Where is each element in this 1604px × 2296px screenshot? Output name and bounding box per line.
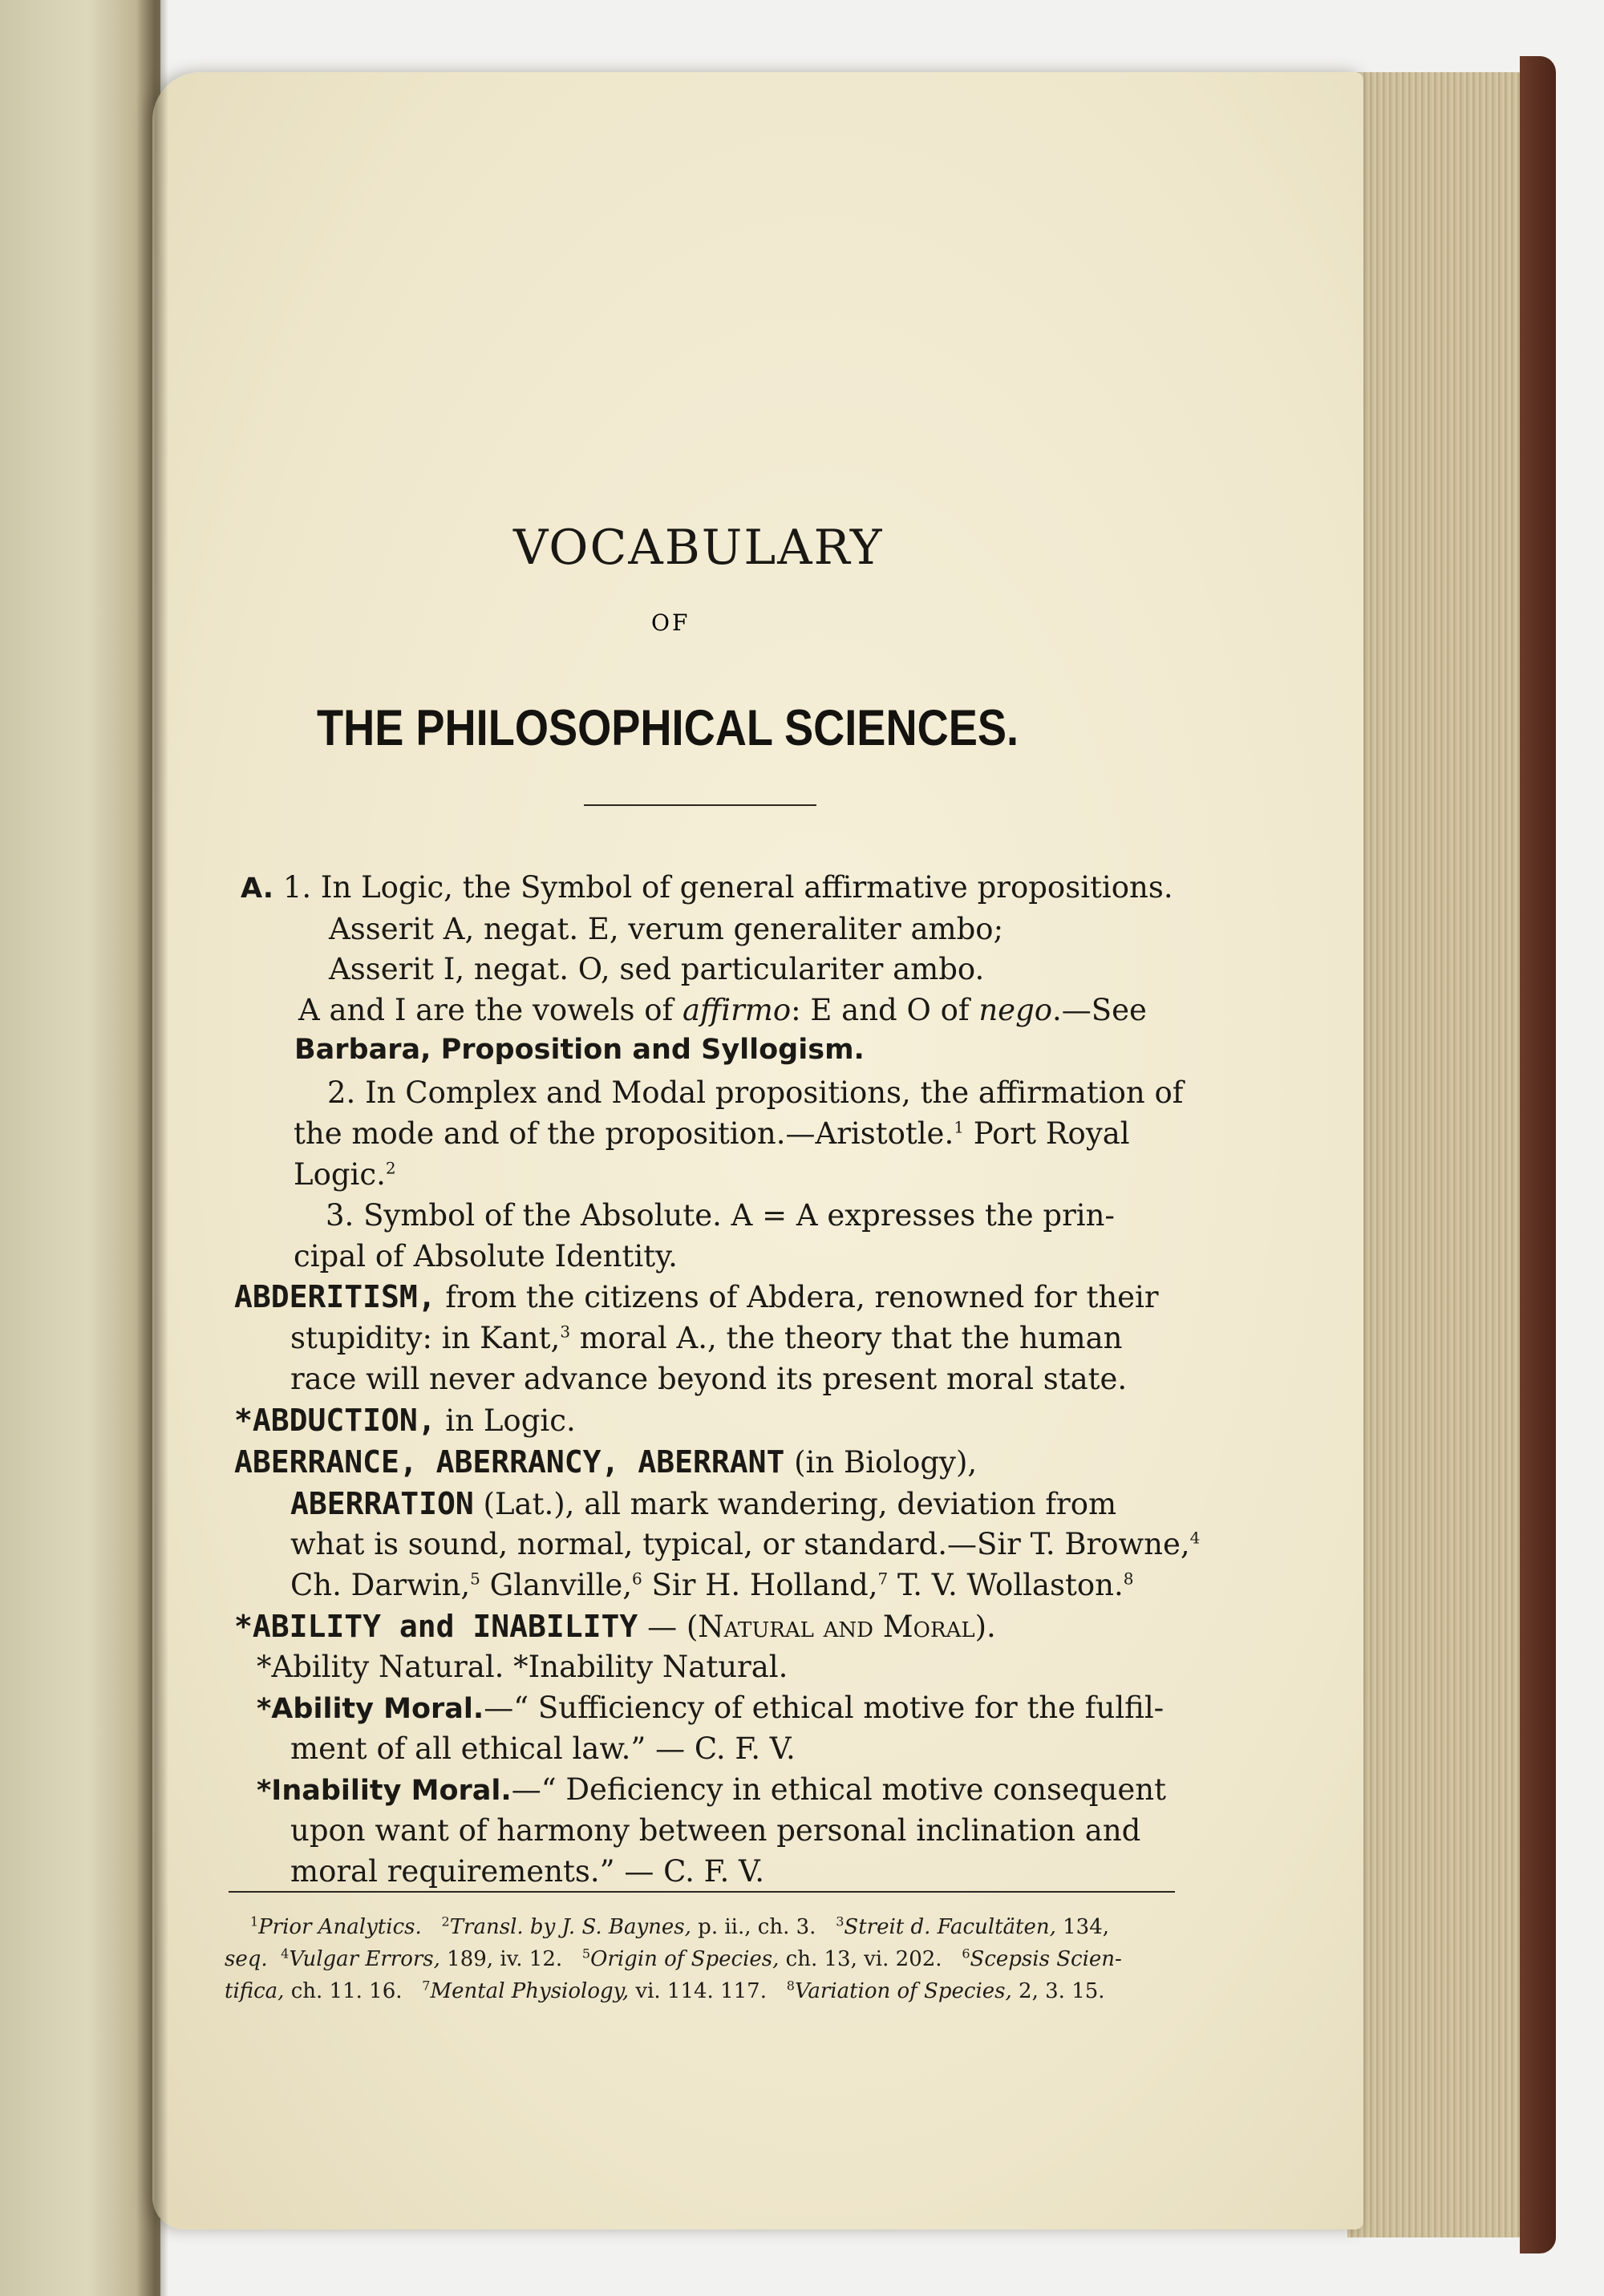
entry-abduction-headword: *ABDUCTION, [234,1403,436,1438]
footnotes-line-2: seq. $^4$Vulgar Errors, 189, iv. 12. $^5$Origin of Species, ch. 13, vi. 202. $^6$Scepsis Scien- [225,1946,1122,1971]
entry-a-line-8: Logic.$^2$ [294,1157,396,1192]
entry-a-line-7: the mode and of the proposition.—Aristotle.$^1$ Port Royal [294,1116,1130,1151]
book-page [152,72,1363,2229]
footnotes-line-3: tifica, ch. 11. 16. $^7$Mental Physiology, vi. 114. 117. $^8$Variation of Species, 2, 3. 15. [225,1978,1105,2003]
entry-ability-moral-headword: *Ability Moral. [257,1693,484,1725]
entry-a-line-2: Asserit A, negat. E, verum generaliter ambo; [329,912,1004,946]
entry-aberrance-line-4: Ch. Darwin,$^5$ Glanville,$^6$ Sir H. Holland,$^7$ T. V. Wollaston.$^8$ [290,1568,1134,1602]
entry-ability-line-4: ment of all ethical law.” — C. F. V. [290,1731,796,1766]
page-edges [1347,72,1532,2237]
entry-a-headword: A. [241,873,274,905]
entry-aberrance-line-1: ABERRANCE, ABERRANCY, ABERRANT (in Biology), [234,1444,978,1480]
entry-a-line-1: A. 1. In Logic, the Symbol of general affirmative propositions. [241,870,1173,905]
entry-a-line-3: Asserit I, negat. O, sed particulariter ambo. [329,952,985,986]
page-title: VOCABULARY [513,520,884,576]
entry-aberration-headword: ABERRATION [290,1486,474,1521]
footnotes-line-1: $^1$Prior Analytics. $^2$Transl. by J. S. Baynes, p. ii., ch. 3. $^3$Streit d. Facultäten, 134, [250,1913,1110,1939]
entry-ability-line-6: upon want of harmony between personal inclination and [290,1813,1141,1848]
entry-abderitism-line-1: ABDERITISM, from the citizens of Abdera, renowned for their [234,1279,1159,1314]
entry-aberrance-headword: ABERRANCE, ABERRANCY, ABERRANT [234,1444,785,1480]
entry-a-line-4: A and I are the vowels of affirmo: E and O of nego.—See [298,993,1147,1027]
entry-aberrance-line-3: what is sound, normal, typical, or standard.—Sir T. Browne,$^4$ [290,1527,1201,1561]
entry-a-line-10: cipal of Absolute Identity. [294,1239,678,1274]
title-rule [584,804,816,806]
entry-ability-line-3: *Ability Moral.—“ Sufficiency of ethical motive for the fulfil- [257,1691,1165,1725]
entry-abduction: *ABDUCTION, in Logic. [234,1403,576,1438]
entry-ability-line-1: *ABILITY and INABILITY — (Natural and Moral). [234,1609,996,1644]
entry-abderitism-headword: ABDERITISM, [234,1279,436,1314]
footnote-rule [229,1891,1175,1893]
entry-a-crossref: Barbara, Proposition and Syllogism. [294,1034,865,1066]
entry-a-line-9: 3. Symbol of the Absolute. A = A expresses the prin- [326,1198,1115,1233]
entry-inability-moral-headword: *Inability Moral. [257,1775,512,1807]
entry-ability-line-5: *Inability Moral.—“ Deficiency in ethical motive consequent [257,1772,1166,1807]
book-gutter [136,0,168,2296]
entry-abderitism-line-2: stupidity: in Kant,$^3$ moral A., the theory that the human [290,1321,1123,1355]
entry-aberrance-line-2: ABERRATION (Lat.), all mark wandering, deviation from [290,1486,1117,1521]
title-subject: THE PHILOSOPHICAL SCIENCES. [317,700,1019,756]
title-of: OF [651,609,691,636]
entry-ability-line-2: *Ability Natural. *Inability Natural. [257,1650,788,1684]
entry-ability-line-7: moral requirements.” — C. F. V. [290,1854,765,1889]
entry-ability-headword: *ABILITY and INABILITY [234,1609,638,1644]
book-cover-edge [1520,56,1556,2253]
entry-abderitism-line-3: race will never advance beyond its present moral state. [290,1362,1128,1396]
entry-a-line-6: 2. In Complex and Modal propositions, the affirmation of [327,1075,1184,1110]
